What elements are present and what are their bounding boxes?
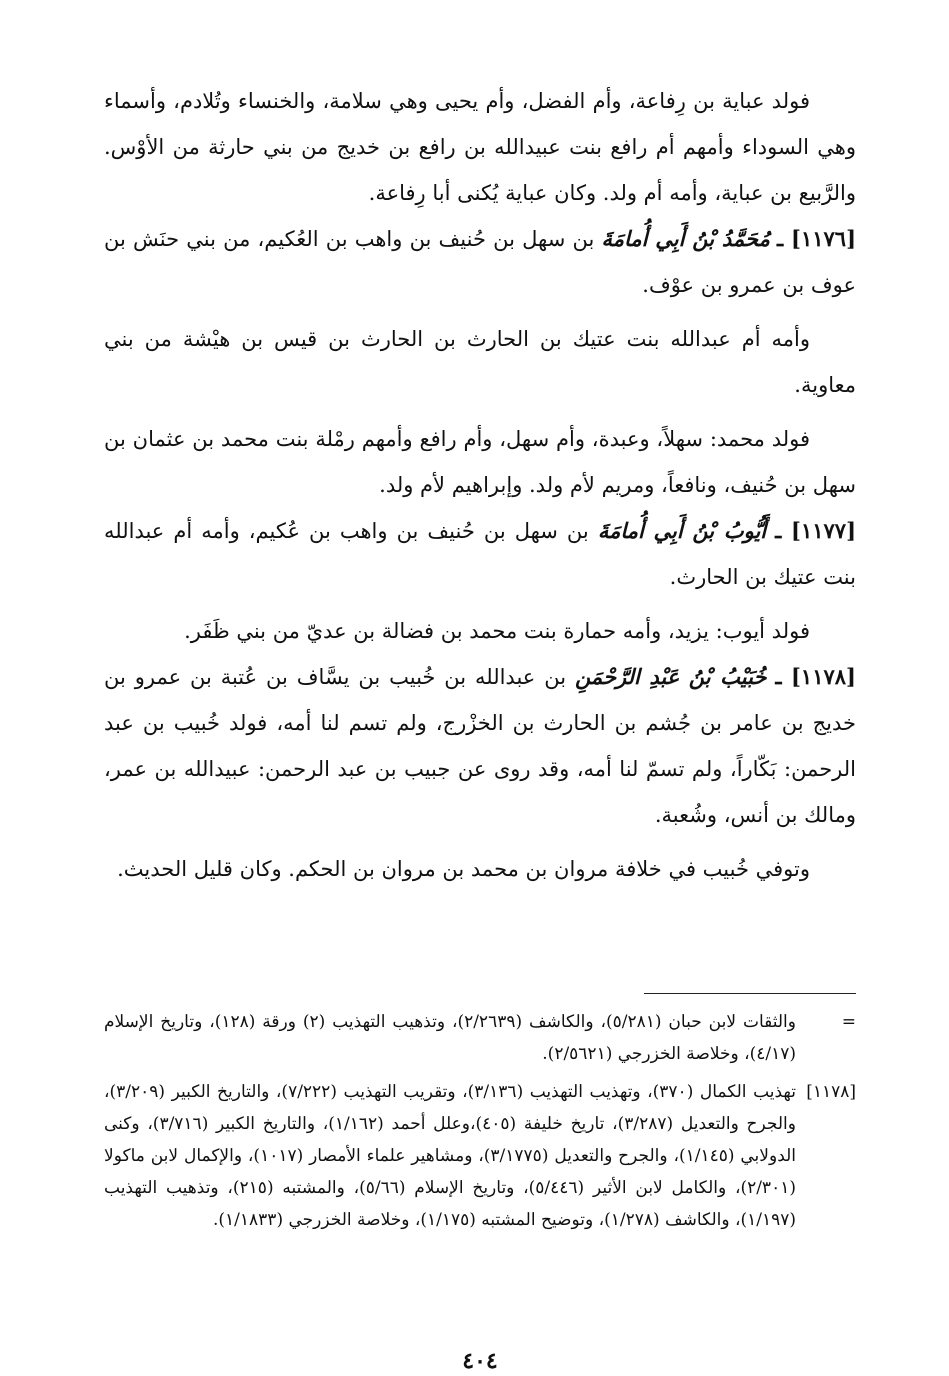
entry-1178 [104, 654, 856, 838]
entry-number: [١١٧٨] ـ [775, 664, 856, 689]
entry-text: بن عبدالله بن خُبيب بن يسَّاف بن عُتبة بن عمرو بن خديج بن عامر بن جُشم بن الحارث بن الخزْرج، ولم تسم لنا أمه، فولد خُبيب بن عبد الرحمن: بَكّاراً، ولم تسمّ لنا أمه، وقد روى عن جبيب بن عبد الرحمن: عبيدالله بن عمر، ومالك بن أنس، وشُعبة. [104, 665, 856, 827]
entry-text: بن سهل بن حُنيف بن واهب بن عُكيم، وأمه أم عبدالله بنت عتيك بن الحارث. [104, 519, 856, 589]
paragraph-death-of-khubayb: وتوفي خُبيب في خلافة مروان بن محمد بن مروان بن الحكم. وكان قليل الحديث. [117, 857, 810, 881]
paragraph-children-of-muhammad: فولد محمد: سهلاً، وعبدة، وأم سهل، وأم رافع وأمهم رمْلة بنت محمد بن عثمان بن سهل بن حُنيف، ونافعاً، ومريم لأم ولد. وإبراهيم لأم ولد. [104, 427, 856, 497]
page-number: ٤٠٤ [462, 1348, 498, 1374]
entry-number: [١١٧٦] ـ [777, 226, 856, 251]
footnote-continuation [104, 1006, 856, 1070]
footnote-1178 [104, 1076, 856, 1236]
footnote-text: والثقات لابن حبان (٥/٢٨١)، والكاشف (٢/٢٦٣٩)، وتذهيب التهذيب (٢) ورقة (١٢٨)، وتاريخ الإسلام (٤/١٧)، وخلاصة الخزرجي (٢/٥٦٢١). [104, 1012, 796, 1064]
footnote-text: تهذيب الكمال (٣٧٠)، وتهذيب التهذيب (٣/١٣٦)، وتقريب التهذيب (٧/٢٢٢)، والتاريخ الكبير (٣/٢٠٩)، والجرح والتعديل (٣/٢٨٧)، تاريخ خليفة (٤٠٥)،وعلل أحمد (١/١٦٢)، والتاريخ الكبير (٣/٧١٦)، وكنى الدولابي (١/١٤٥)، والجرح والتعديل (٣/١٧٧٥)، ومشاهير علماء الأمصار (١٠١٧)، والإكمال لابن ماكولا (٢/٣٠١)، والكامل لابن الأثير (٥/٤٤٦)، وتاريخ الإسلام (٥/٦٦)، والمشتبه (٢١٥)، وتذهيب التهذيب (١/١٩٧)، والكاشف (١/٢٧٨)، وتوضيح المشتبه (١/١٧٥)، وخلاصة الخزرجي (١/١٨٣٣). [104, 1082, 797, 1230]
footnote-marker: [١١٧٨] [806, 1082, 856, 1102]
main-text [104, 78, 856, 892]
entry-name: أَيُّوبُ بْنُ أَبِي أُمامَةَ [597, 518, 767, 543]
entry-name: خُبَيْبُ بْنُ عَبْدِ الرَّحْمَنِ [574, 664, 767, 689]
footnote-marker: = [841, 1012, 856, 1032]
entry-1177 [104, 508, 856, 600]
entry-1176 [104, 216, 856, 308]
footnote-separator [644, 993, 856, 994]
entry-number: [١١٧٧] ـ [775, 518, 856, 543]
paragraph-mother-of-muhammad: وأمه أم عبدالله بنت عتيك بن الحارث بن الحارث بن قيس بن هيْشة من بني معاوية. [104, 327, 856, 397]
entry-text: بن سهل بن حُنيف بن واهب بن العُكيم، من بني حنَش بن عوف بن عمرو بن عوْف. [104, 227, 856, 297]
paragraph-children-of-rifaa: فولد عباية بن رِفاعة، وأم الفضل، وأم يحيى وهي سلامة، والخنساء وتُلادم، وأسماء وهي السوداء وأمهم أم رافع بنت عبيدالله بن رافع بن خديج من بني حارثة من الأوْس. والرَّبيع بن عباية، وأمه أم ولد. وكان عباية يُكنى أبا رِفاعة. [104, 89, 856, 205]
footnotes [104, 1006, 856, 1236]
page-content [104, 78, 856, 1374]
entry-name: مُحَمَّدُ بْنُ أَبِي أُمامَةَ [601, 226, 770, 251]
paragraph-children-of-ayyub: فولد أيوب: يزيد، وأمه حمارة بنت محمد بن فضالة بن عديّ من بني ظَفَر. [184, 619, 810, 643]
